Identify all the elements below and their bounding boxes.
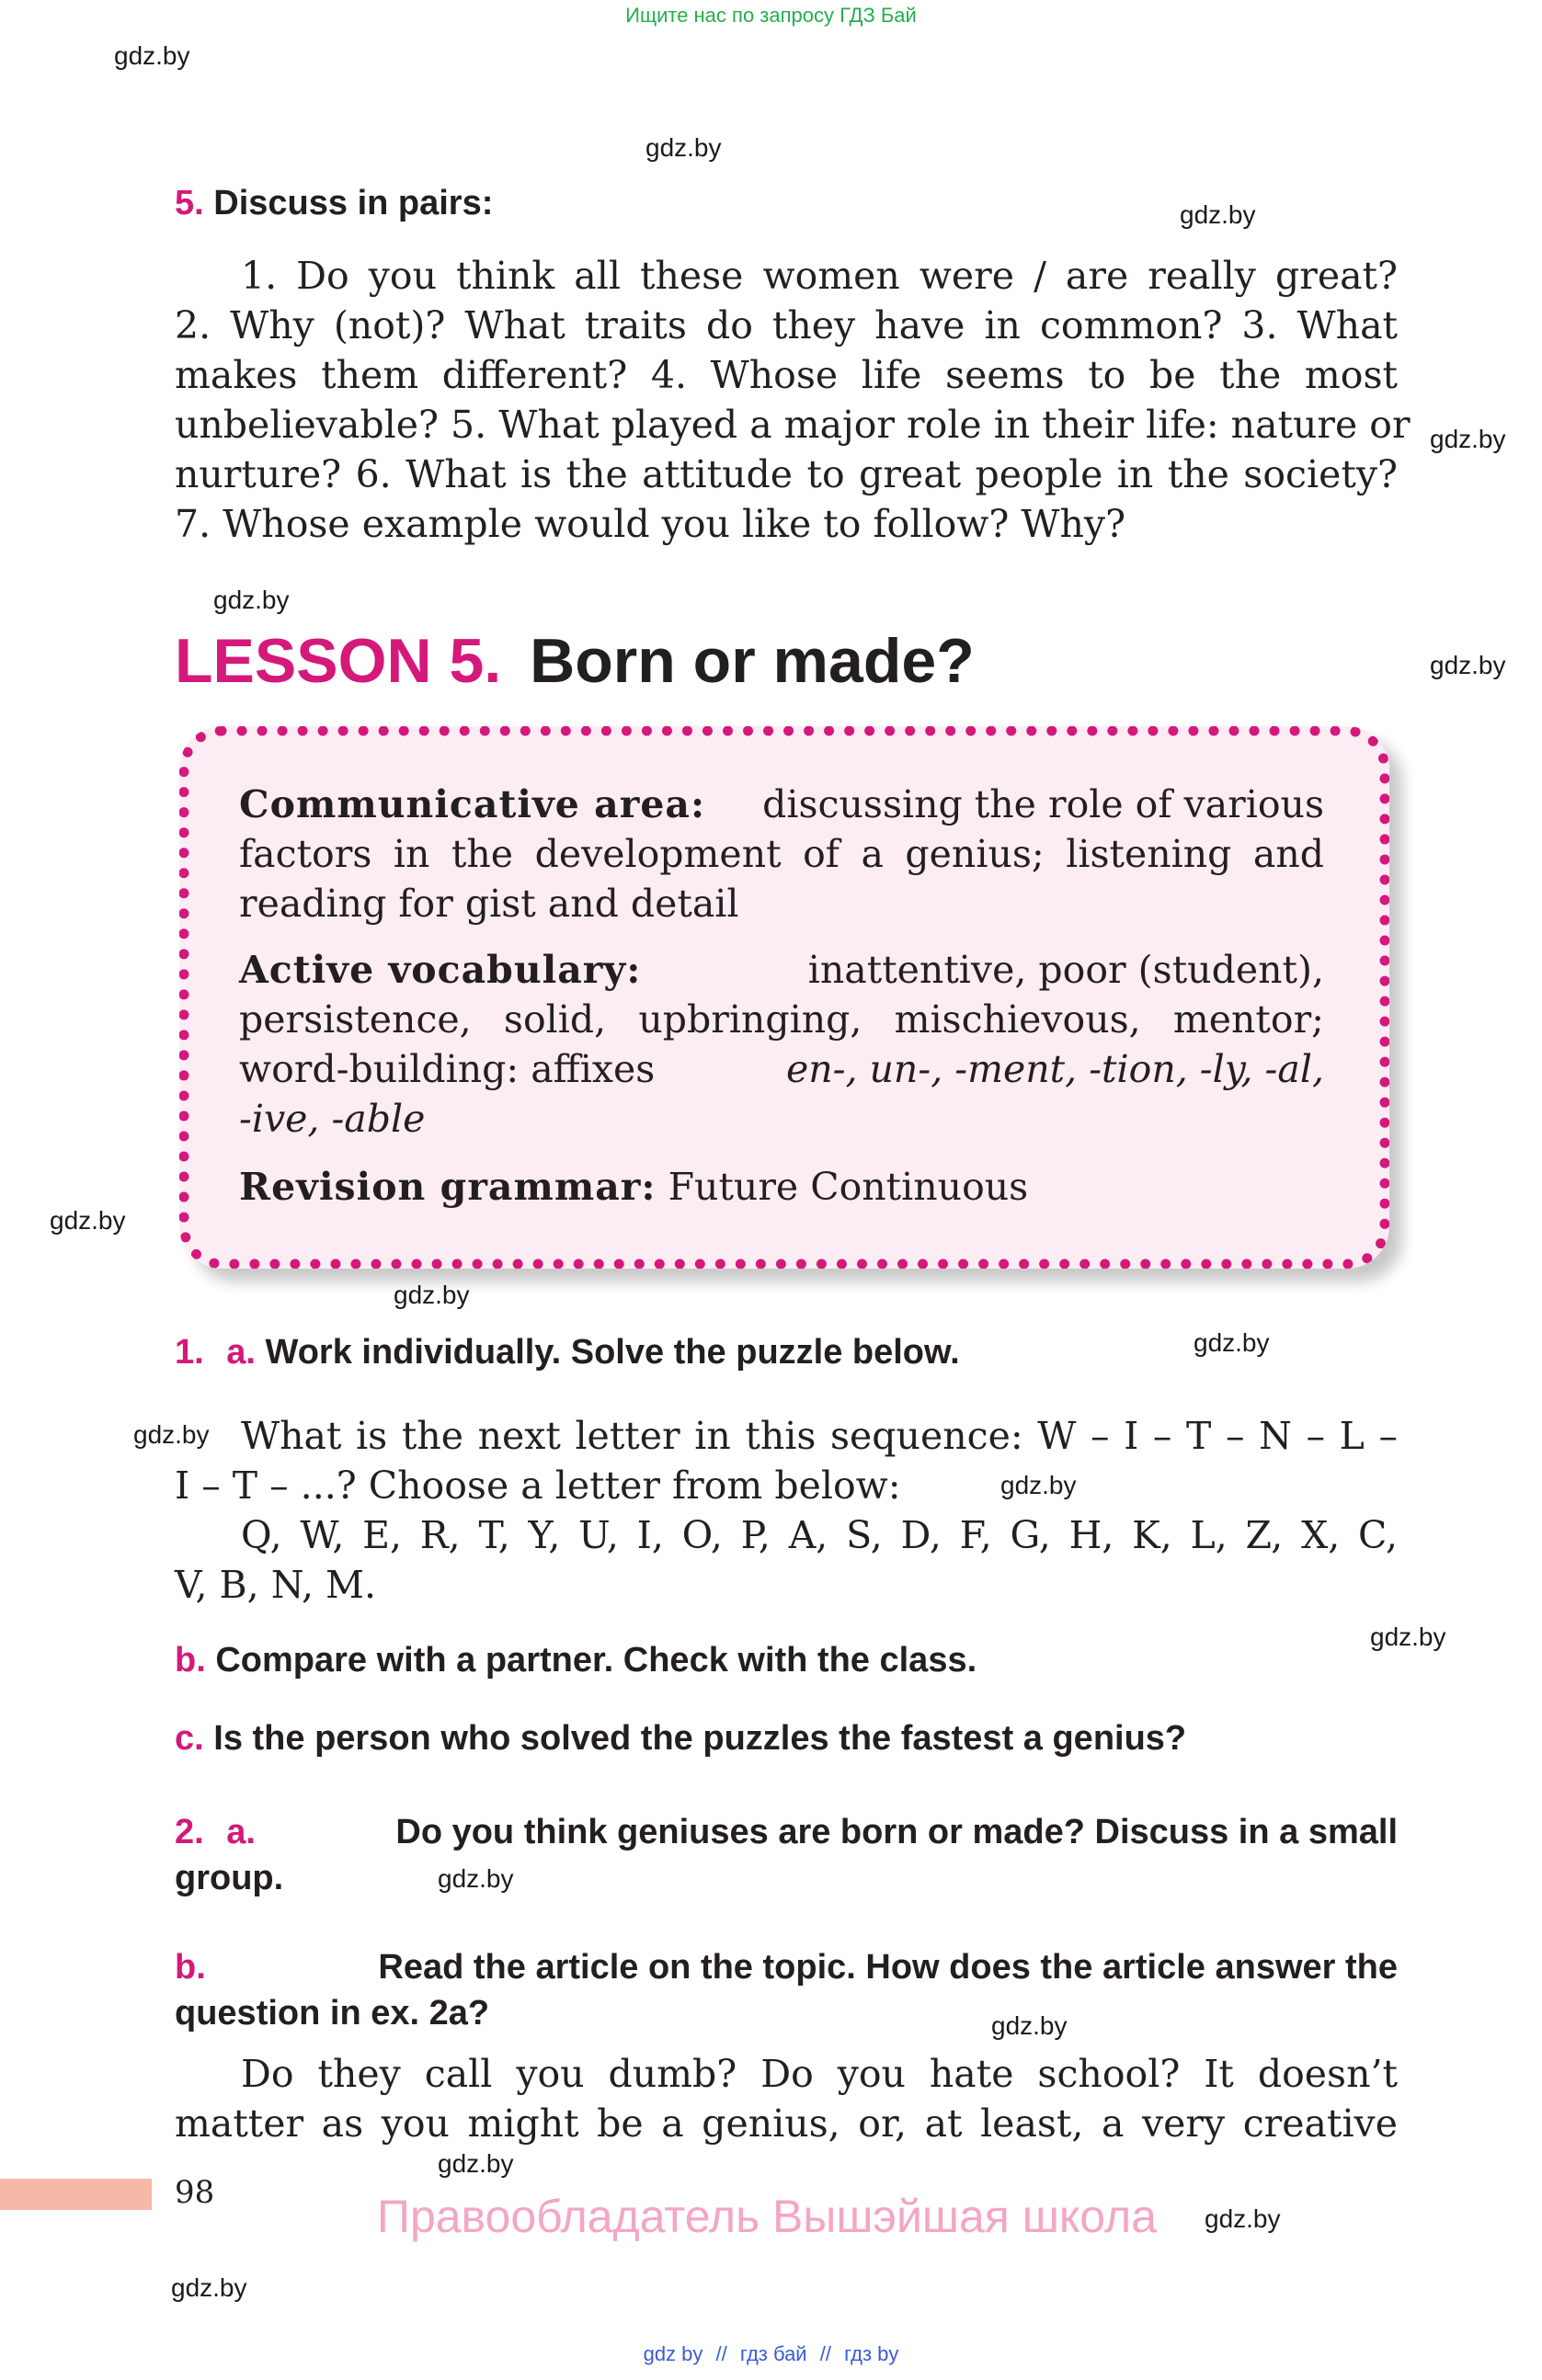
lesson-label: LESSON 5. xyxy=(175,626,502,696)
affixes-list-end: -ive, -able xyxy=(239,1097,426,1141)
watermark: gdz.by xyxy=(50,1206,126,1235)
watermark: gdz.by xyxy=(438,2149,514,2178)
ex2-number: 2. xyxy=(175,1813,204,1851)
communicative-area xyxy=(239,780,1324,928)
ex2b-line: Read the article on the topic. How does the article answer the xyxy=(378,1948,1398,1987)
top-banner[interactable]: Ищите нас по запросу ГДЗ Бай xyxy=(625,4,917,27)
grammar-value: Future Continuous xyxy=(668,1165,1029,1209)
communicative-label: Communicative area: xyxy=(239,782,706,826)
ex1c-text: Is the person who solved the puzzles the fastest a genius? xyxy=(213,1719,1187,1758)
ex5-line: makes them different? 4. Whose life seems to be the most xyxy=(175,353,1398,397)
puzzle-line: What is the next letter in this sequence: W – I – T – N – L – xyxy=(241,1414,1398,1458)
ex1a-letter: a. xyxy=(226,1333,256,1372)
footer-band xyxy=(0,2179,152,2210)
watermark: gdz.by xyxy=(1205,2204,1281,2233)
puzzle-text xyxy=(175,1411,1398,1610)
page-number: 98 xyxy=(175,2174,215,2211)
watermark: gdz.by xyxy=(991,2011,1068,2040)
revision-grammar xyxy=(239,1162,1028,1212)
watermark: gdz.by xyxy=(1370,1623,1446,1651)
watermark: gdz.by xyxy=(171,2273,247,2302)
ex5-heading-text: Discuss in pairs: xyxy=(213,184,494,222)
lesson-name: Born or made? xyxy=(530,626,975,696)
watermark: gdz.by xyxy=(133,1420,210,1449)
grammar-label: Revision grammar: xyxy=(239,1165,657,1209)
communicative-line: reading for gist and detail xyxy=(239,882,739,926)
watermark: gdz.by xyxy=(1430,651,1506,679)
watermark: gdz.by xyxy=(438,1864,514,1893)
puzzle-line: Q, W, E, R, T, Y, U, I, O, P, A, S, D, F, G, H, K, L, Z, X, C, xyxy=(241,1513,1398,1557)
ex2b-letter: b. xyxy=(175,1948,206,1987)
ex1c-letter: c. xyxy=(175,1719,204,1758)
ex5-line: 7. Whose example would you like to follow? Why? xyxy=(175,502,1126,546)
ex2b-heading xyxy=(175,1944,1398,2036)
ex1-number: 1. xyxy=(175,1333,204,1372)
ex2a-line: group. xyxy=(175,1859,284,1897)
bottom-link[interactable]: гдз бай xyxy=(739,2342,807,2365)
ex5-questions xyxy=(175,251,1411,549)
vocabulary-line: inattentive, poor (student), xyxy=(807,948,1324,992)
article-text xyxy=(175,2049,1398,2148)
bottom-link[interactable]: гдз by xyxy=(844,2342,899,2365)
watermark: gdz.by xyxy=(1194,1328,1270,1357)
lesson-title xyxy=(175,625,975,697)
bottom-links[interactable] xyxy=(0,2342,1542,2366)
ex1b-heading xyxy=(175,1641,977,1680)
watermark: gdz.by xyxy=(1430,425,1506,453)
watermark: gdz.by xyxy=(1000,1471,1077,1499)
ex5-line: 1. Do you think all these women were / are really great? xyxy=(241,254,1398,298)
link-separator: // xyxy=(819,2342,831,2365)
copyright-watermark: Правообладатель Вышэйшая школа xyxy=(377,2191,1157,2242)
ex1a-text: Work individually. Solve the puzzle below. xyxy=(265,1333,960,1372)
ex5-number: 5. xyxy=(175,184,204,222)
article-line: Do they call you dumb? Do you hate school? It doesn’t xyxy=(241,2052,1398,2096)
ex2b-line: question in ex. 2a? xyxy=(175,1994,490,2033)
ex1b-letter: b. xyxy=(175,1641,206,1680)
ex2a-line: Do you think geniuses are born or made? Discuss in a small xyxy=(395,1813,1398,1851)
watermark: gdz.by xyxy=(1180,200,1256,229)
affixes-list: en-, un-, -ment, -tion, -ly, -al, xyxy=(785,1047,1324,1091)
bottom-link[interactable]: gdz by xyxy=(643,2342,703,2365)
watermark: gdz.by xyxy=(114,41,190,70)
watermark: gdz.by xyxy=(394,1281,470,1309)
ex2a-heading xyxy=(175,1809,1398,1901)
ex5-line: unbelievable? 5. What played a major role in their life: nature or xyxy=(175,403,1411,447)
active-vocabulary xyxy=(239,945,1324,1144)
communicative-line: discussing the role of various xyxy=(762,782,1324,826)
ex5-line: 2. Why (not)? What traits do they have in common? 3. What xyxy=(175,303,1398,347)
ex5-line: nurture? 6. What is the attitude to great people in the society? xyxy=(175,452,1398,496)
watermark: gdz.by xyxy=(645,133,722,162)
ex2a-letter: a. xyxy=(226,1813,256,1851)
vocabulary-label: Active vocabulary: xyxy=(239,948,642,992)
link-separator: // xyxy=(715,2342,727,2365)
vocabulary-line: word-building: affixes xyxy=(239,1047,656,1091)
ex1b-text: Compare with a partner. Check with the class. xyxy=(215,1641,977,1680)
ex5-heading xyxy=(175,184,493,223)
watermark: gdz.by xyxy=(213,586,290,614)
puzzle-line: V, B, N, M. xyxy=(175,1563,377,1607)
communicative-line: factors in the development of a genius; listening and xyxy=(239,832,1324,876)
ex1c-heading xyxy=(175,1719,1186,1759)
vocabulary-line: persistence, solid, upbringing, mischievous, mentor; xyxy=(239,997,1324,1042)
ex1a-heading xyxy=(175,1333,960,1372)
puzzle-line: I – T – ...? Choose a letter from below: xyxy=(175,1463,901,1508)
article-line: matter as you might be a genius, or, at least, a very creative xyxy=(175,2101,1398,2146)
